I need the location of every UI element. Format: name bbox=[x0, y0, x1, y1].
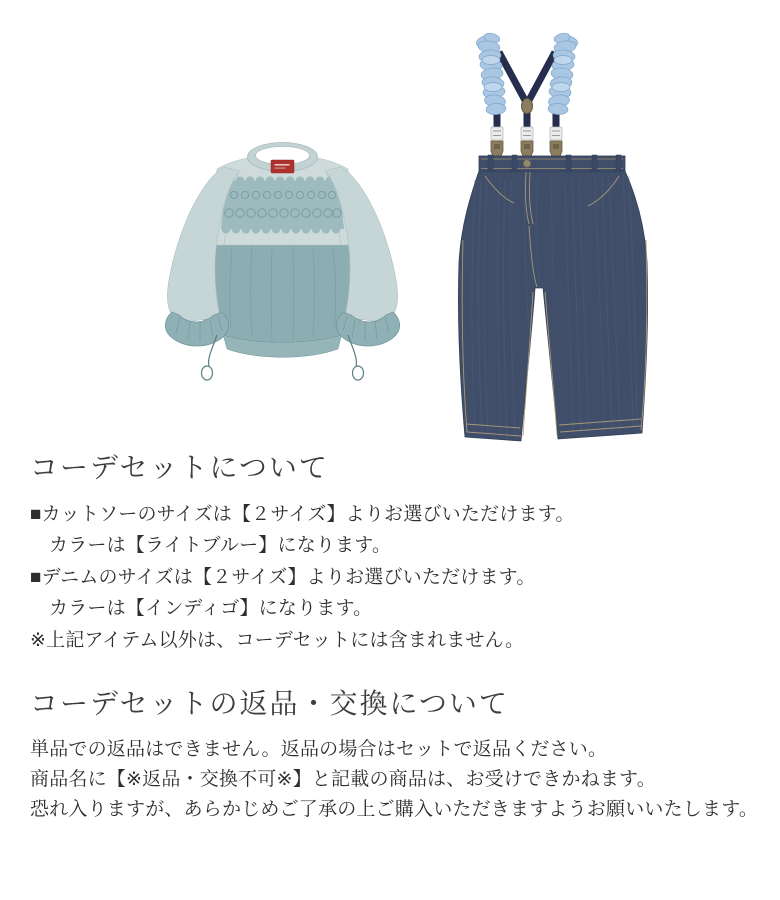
coord-set-note: ※上記アイテム以外は、コーデセットには含まれません。 bbox=[30, 629, 525, 651]
coord-set-line: カラーは【ライトブルー】になります。 bbox=[49, 535, 392, 557]
section-returns bbox=[30, 686, 770, 825]
section-coord-set bbox=[30, 450, 770, 656]
blouse-skirt bbox=[200, 243, 365, 357]
suspender-straps bbox=[497, 52, 556, 130]
coord-set-line: ■デニムのサイズは【２サイズ】よりお選びいただけます。 bbox=[30, 566, 536, 588]
returns-line: 恐れ入りますが、あらかじめご了承の上ご購入いただきますようお願いいたします。 bbox=[30, 799, 759, 820]
coord-set-heading: コーデセットについて bbox=[30, 452, 329, 483]
strap-ruffle-left bbox=[475, 32, 507, 116]
strap-ruffle-right bbox=[548, 32, 580, 116]
coord-set-line: ■カットソーのサイズは【２サイズ】よりお選びいただけます。 bbox=[30, 504, 575, 525]
returns-line: 単品での返品はできません。返品の場合はセットで返品ください。 bbox=[30, 739, 608, 760]
returns-heading: コーデセットの返品・交換について bbox=[30, 688, 509, 719]
returns-line: 商品名に【※返品・交換不可※】と記載の商品は、お受けできかねます。 bbox=[30, 769, 656, 790]
coord-set-line: カラーは【インディゴ】になります。 bbox=[49, 598, 373, 620]
bottom-product-image bbox=[445, 30, 665, 460]
waist-button bbox=[523, 160, 531, 168]
blouse-lace-band bbox=[221, 177, 344, 234]
suspender-joint bbox=[522, 99, 533, 114]
brand-tag bbox=[271, 160, 294, 173]
top-product-image bbox=[160, 133, 405, 383]
denim-waistband bbox=[479, 155, 625, 172]
returns-lines bbox=[30, 735, 770, 825]
coord-set-lines bbox=[30, 499, 770, 656]
strap-adjusters bbox=[491, 127, 562, 140]
denim-pants bbox=[458, 171, 647, 441]
